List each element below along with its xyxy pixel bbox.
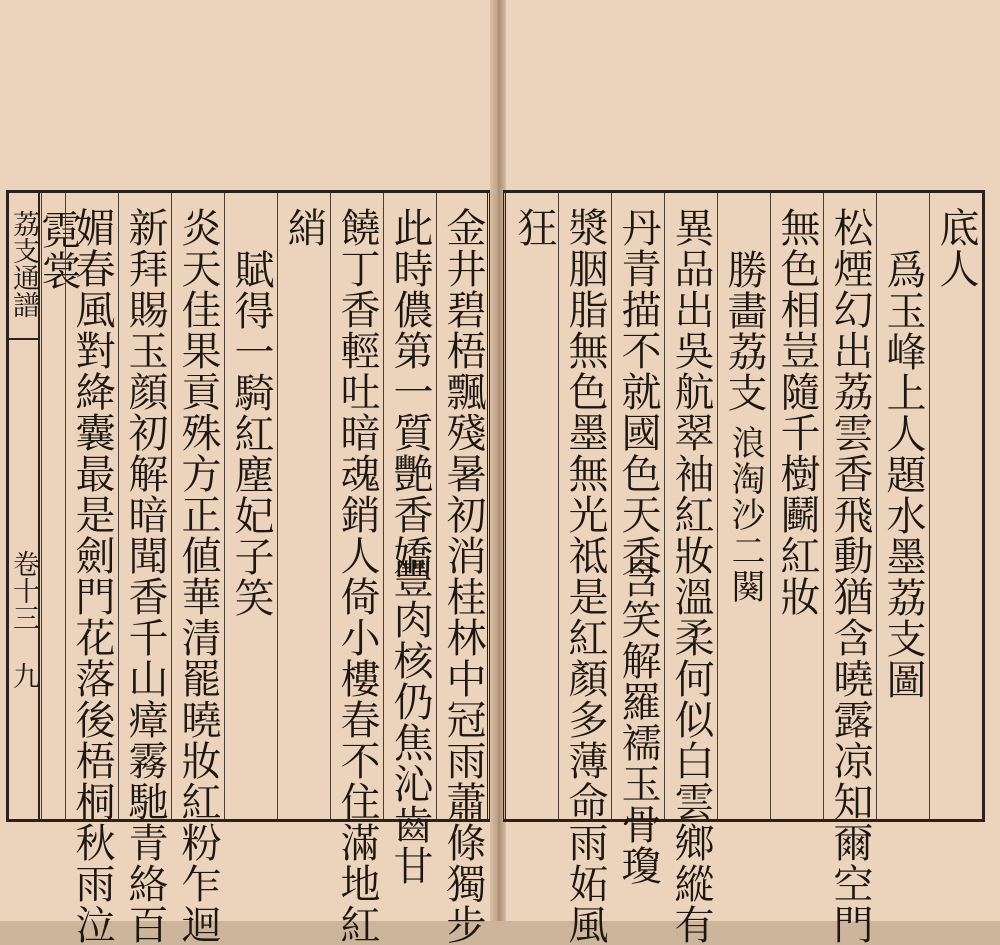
right-page-frame: [503, 190, 985, 945]
text-column: [383, 193, 436, 886]
volume-number: 卷十三: [8, 550, 39, 631]
text-column: [611, 193, 664, 886]
text-column: [929, 193, 982, 819]
poem-title: 賦得一騎紅塵妃子笑: [228, 249, 274, 618]
text-column: [823, 193, 876, 945]
text-column: [717, 193, 770, 819]
text-column: [224, 193, 277, 819]
column-text: 霓裳: [35, 209, 81, 291]
text-column: [330, 193, 383, 945]
poem-subtitle: 浪淘沙二闋: [725, 425, 765, 605]
fold-mark: [8, 338, 38, 352]
column-text: 媚春風對絳囊最是劍門花落後梧桐秋雨泣: [69, 207, 115, 945]
column-text-continued: 豐肉核仍焦沁齒甘: [387, 558, 433, 886]
text-column: [436, 193, 490, 945]
poem-title: 爲玉峰上人題水墨荔支圖: [880, 249, 926, 700]
book-margin-label: [8, 190, 40, 822]
text-column: [118, 193, 171, 945]
column-text: 饒丁香輕吐暗魂銷人倚小樓春不住滿地紅: [334, 207, 380, 945]
column-text: 金井碧梧飄殘暑初消桂林中冠雨蕭條獨步: [440, 207, 486, 945]
column-text: 異品出吳航翠袖紅妝溫柔何似白雲鄉縱有: [668, 207, 714, 945]
column-text: 新拜賜玉顔初解暗聞香千山瘴霧馳青絡百: [122, 207, 168, 945]
left-page-frame: [6, 190, 490, 945]
text-column: [277, 193, 330, 819]
column-text: 松煙幻出荔雲香飛動猶含曉露凉知爾空門: [827, 207, 873, 945]
column-text: 無色相豈隨千樹鬬紅妝: [774, 207, 820, 617]
column-text: 綃: [281, 207, 327, 248]
column-text: 狂: [511, 207, 557, 248]
text-column: [876, 193, 929, 819]
text-column: [503, 193, 558, 819]
poem-title: 勝畵荔支: [721, 249, 767, 413]
text-column: [558, 193, 611, 945]
text-column: [664, 193, 717, 945]
text-column: [171, 193, 224, 945]
column-text: 此時儂第一質艷香嬌: [387, 207, 433, 576]
text-column: [35, 193, 81, 819]
column-text: 底人: [933, 207, 979, 289]
text-column: [770, 193, 823, 819]
column-text-continued: 含笑解羅襦玉骨瓊: [615, 558, 661, 886]
column-text: 炎天佳果貢殊方正値華清罷曉妝紅粉乍迴: [175, 207, 221, 945]
book-title: 荔支通譜: [8, 210, 39, 318]
page-number: 九: [8, 662, 39, 689]
column-text: 漿胭脂無色墨無光祗是紅顏多薄命雨妬風: [562, 207, 608, 945]
column-text: 丹青描不就國色天香: [615, 207, 661, 576]
